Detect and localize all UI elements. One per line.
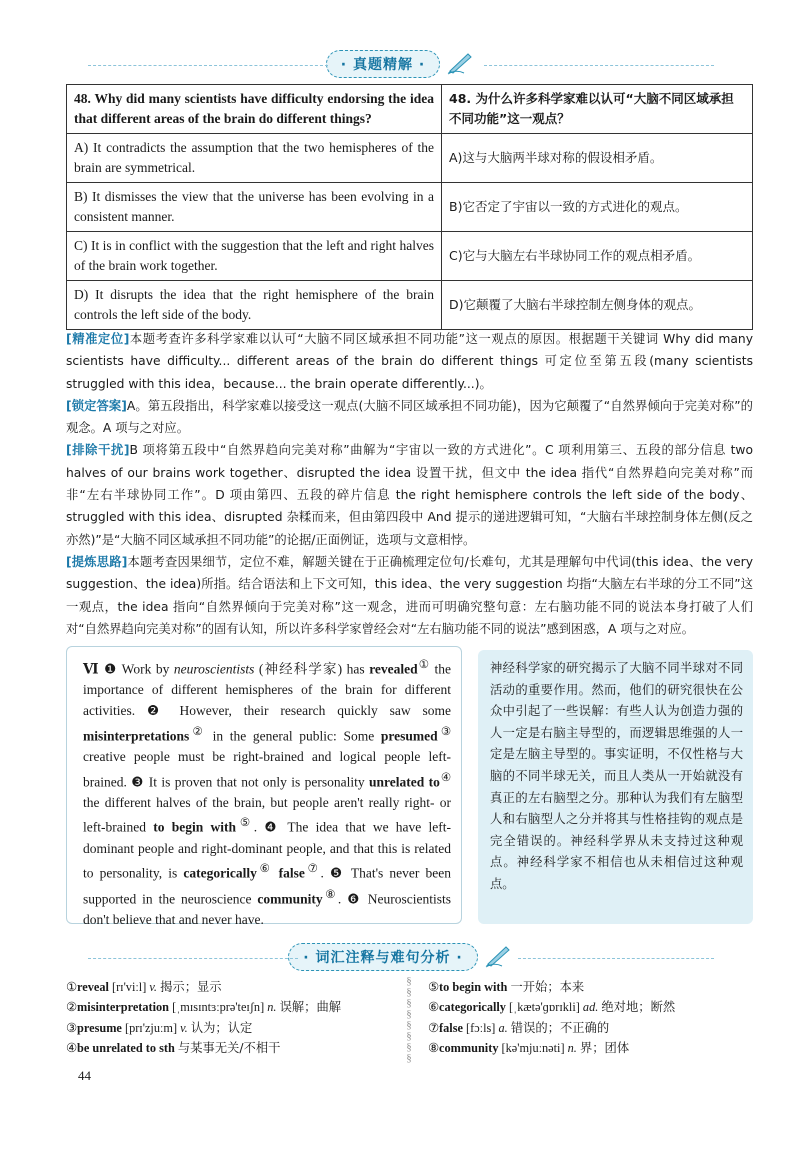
vocab-word: presumed xyxy=(380,728,438,744)
analysis-distractors xyxy=(66,439,753,550)
passage-text: the different halves of the brain, but people aren't really right- or left-brained xyxy=(83,794,451,835)
vocab-item: ⑧community [kə'mjuːnəti] n. 界；团体 xyxy=(428,1040,630,1055)
option-row-b xyxy=(67,183,753,232)
section-banner-label: · 真题精解 · xyxy=(326,50,440,78)
passage-text: has xyxy=(346,661,365,677)
binding-spiral: § § § § § § § § xyxy=(406,975,412,1064)
page-number: 44 xyxy=(78,1068,91,1083)
analysis-answer xyxy=(66,395,753,440)
option-d-english: D) It disrupts the idea that the right hemisphere of the brain controls the left side of the body. xyxy=(67,281,442,330)
vocab-item: ③presume [prɪ'zjuːm] v. 认为；认定 xyxy=(66,1020,253,1035)
passage-text: However, their research quickly saw some xyxy=(179,702,452,718)
passage-gloss: (神经科学家) xyxy=(258,661,343,677)
sentence-marker: ❹ xyxy=(264,819,281,835)
vocab-list-right xyxy=(428,977,675,1058)
answer-analysis xyxy=(66,328,753,640)
analysis-approach xyxy=(66,551,753,640)
vocab-word: to begin with xyxy=(153,819,236,835)
vocab-item: ⑤to begin with 一开始；本来 xyxy=(428,980,585,994)
vocab-word: false xyxy=(278,865,305,881)
vocab-list-left xyxy=(66,977,341,1058)
vocab-word: community xyxy=(257,891,323,907)
passage-translation: 神经科学家的研究揭示了大脑不同半球对不同活动的重要作用。然而，他们的研究很快在公众中引起了一些误解：有些人认为创造力强的人一定是右脑主导型的，而逻辑思维强的人一定是左脑主导型的。事实证明，不仅性格与大脑的不同半球无关，而且人类从一开始就没有真正的左右脑型之分。那种认为我们有左脑型人和右脑型人之分并将其与性格挂钩的观点是完全错误的。神经科学界从未支持过这种观点。神经科学家不相信也从未相信过这种观点。 xyxy=(478,650,753,924)
option-b-english: B) It dismisses the view that the universe has been evolving in a consistent manner. xyxy=(67,183,442,232)
option-d-chinese: D)它颠覆了大脑右半球控制左侧身体的观点。 xyxy=(442,281,753,330)
vocab-word: misinterpretations xyxy=(83,728,190,744)
vocab-item: ⑦false [fɔːls] a. 错误的；不正确的 xyxy=(428,1020,610,1035)
section-banner-analysis xyxy=(0,50,800,80)
vocab-word: categorically xyxy=(183,865,257,881)
passage-text: . xyxy=(253,819,258,835)
option-c-english: C) It is in conflict with the suggestion that the left and right halves of the brain work together. xyxy=(67,232,442,281)
paragraph-number: Ⅵ xyxy=(83,661,100,677)
passage-term: neuroscientists xyxy=(173,661,255,677)
analysis-text: 本题考查许多科学家难以认可“大脑不同区域承担不同功能”这一观点的原因。根据题干关键词 Why did many scientists have difficulty... different areas of the brain do different things 可定位至第五段(many scientists struggled with this idea，because... the brain operate differently...)。 xyxy=(66,332,753,391)
analysis-tag: [排除干扰] xyxy=(66,443,130,458)
option-a-chinese: A)这与大脑两半球对称的假设相矛盾。 xyxy=(442,134,753,183)
passage-text: in the general public: Some xyxy=(212,728,375,744)
passage-text: . xyxy=(320,865,324,881)
analysis-tag: [锁定答案] xyxy=(66,398,127,413)
option-row-d xyxy=(67,281,753,330)
passage-text: It is proven that not only is personality xyxy=(148,774,365,790)
option-row-a xyxy=(67,134,753,183)
vocab-item: ④be unrelated to sth 与某事无关/不相干 xyxy=(66,1040,281,1055)
sentence-marker: ❸ xyxy=(131,774,145,790)
section-banner-vocab xyxy=(0,943,800,973)
vocab-ref: ⑤ xyxy=(235,817,254,830)
vocab-ref: ⑦ xyxy=(304,863,321,876)
vocab-ref: ② xyxy=(189,725,206,738)
analysis-text: 本题考查因果细节，定位不难，解题关键在于正确梳理定位句/长难句，尤其是理解句中代词(this idea、the very suggestion、the idea)所指。结合语法和上下文可知，this idea、the very suggestion 均指“大脑左右半球的分工不同”这一观点，the idea 指向“自然界倾向于完美对称”这一观念，进而可明确究整句意：左右脑功能不同的说法本身打破了人们对“自然界趋向完美对称”的固有认知，所以许多科学家曾经会对“左右脑功能不同的说法”感到困惑，A 项与之对应。 xyxy=(66,554,753,636)
option-a-english: A) It contradicts the assumption that the two hemispheres of the brain are symmetrical. xyxy=(67,134,442,183)
passage-text: . xyxy=(337,891,342,907)
vocab-ref: ⑥ xyxy=(256,863,273,876)
vocab-word: unrelated to xyxy=(369,774,440,790)
sentence-marker: ❺ xyxy=(330,865,345,881)
question-chinese: 48. 为什么许多科学家难以认可“大脑不同区域承担不同功能”这一观点？ xyxy=(442,85,753,134)
option-b-chinese: B)它否定了宇宙以一致的方式进化的观点。 xyxy=(442,183,753,232)
vocab-ref: ④ xyxy=(439,771,452,784)
passage-text: Neuroscientists don't believe that and never have. xyxy=(83,891,452,927)
question-row xyxy=(67,85,753,134)
analysis-tag: [精准定位] xyxy=(66,332,130,346)
pen-icon xyxy=(484,944,512,973)
passage-text: the importance of different hemispheres of the brain for different activities. xyxy=(83,661,452,718)
analysis-text: A。第五段指出，科学家难以接受这一观点(大脑不同区域承担不同功能)，因为它颠覆了“自然界倾向于完美对称”的观念。A 项与之对应。 xyxy=(66,398,753,436)
passage-text: creative people must be right-brained and logical people left-brained. xyxy=(83,748,451,790)
vocab-item: ⑥categorically [ˌkætə'ɡɒrɪkli] ad. 绝对地；断然 xyxy=(428,1000,676,1015)
vocab-ref: ③ xyxy=(437,725,452,738)
question-table xyxy=(66,84,753,330)
analysis-text: B 项将第五段中“自然界趋向完美对称”曲解为“宇宙以一致的方式进化”。C 项利用第三、五段的部分信息 two halves of our brains work together、disrupted the idea 设置干扰，但文中 the idea 指代“自然界趋向完美对称”而非“左右半球协同工作”。D 项由第四、五段的碎片信息 the right hemisphere controls the left side of the body、struggled with this idea、disrupted 杂糅而来，但由第四段中 And 提示的递进逻辑可知，“大脑右半球控制身体左侧(反之亦然)”是“大脑不同区域承担不同功能”的论据/正面例证，选项与文意相悖。 xyxy=(66,443,753,547)
sentence-marker: ❻ xyxy=(347,891,362,907)
vocab-ref: ① xyxy=(417,659,431,671)
vocab-ref: ⑧ xyxy=(322,888,338,901)
pen-icon xyxy=(446,51,474,80)
section-banner-label: · 词汇注释与难句分析 · xyxy=(288,943,477,971)
sentence-marker: ❶ xyxy=(104,661,118,677)
analysis-tag: [提炼思路] xyxy=(66,554,128,569)
vocab-item: ②misinterpretation [ˌmɪsɪntɜːprə'teɪʃn] n. 误解；曲解 xyxy=(66,1000,342,1015)
passage-text: The idea that we have left-dominant people and right-dominant people, and that this is related to personality, is xyxy=(83,819,452,881)
option-row-c xyxy=(67,232,753,281)
option-c-chinese: C)它与大脑左右半球协同工作的观点相矛盾。 xyxy=(442,232,753,281)
vocab-word: revealed xyxy=(369,661,418,677)
vocab-item: ①reveal [rɪ'viːl] v. 揭示；显示 xyxy=(66,980,222,994)
sentence-marker: ❷ xyxy=(147,702,168,718)
passage-text: Work by xyxy=(121,661,170,677)
passage-text: That's never been supported in the neuroscience xyxy=(83,865,451,907)
question-english: 48. Why did many scientists have difficulty endorsing the idea that different areas of the brain do different things? xyxy=(67,85,442,134)
passage-english xyxy=(66,646,462,927)
analysis-locate xyxy=(66,328,753,395)
